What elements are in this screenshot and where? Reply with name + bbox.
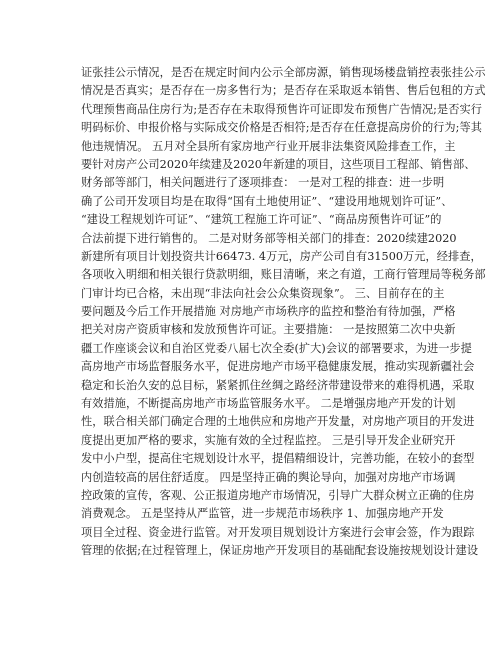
text-line: 代理预售商品住房行为;是否存在未取得预售许可证即发布预售广告情况;是否实行: [81, 102, 482, 116]
text-line: 高房地产市场监督服务水平，促进房地产市场平稳健康发展，推动实现新疆社会: [81, 360, 475, 374]
text-line: 管理的依据;在过程管理上，保证房地产开发项目的基础配套设施按规划设计建设: [81, 544, 479, 558]
text-line: 门审计均已合格，未出现“非法向社会公众集资现象”。 三、目前存在的主: [81, 286, 445, 300]
text-line: 明码标价、申报价格与实际成交价格是否相符;是否存在任意提高房价的行为;等其: [81, 121, 482, 135]
text-line: 消费观念。 五是坚持从严监管，进一步规范市场秩序 1、加强房地产开发: [81, 507, 444, 521]
text-line: 他违规情况。 五月对全县所有家房地产行业开展非法集资风险排查工作，主: [81, 139, 456, 153]
text-line: 度提出更加严格的要求，实施有效的全过程监控。 三是引导开发企业研究开: [81, 433, 456, 447]
text-line: 稳定和长治久安的总目标，紧紧抓住丝绸之路经济带建设带来的难得机遇，采取: [81, 378, 475, 392]
body-text: [81, 64, 486, 561]
text-line: 财务部等部门，相关问题进行了逐项排查： 一是对工程的排查：进一步明: [81, 176, 445, 190]
text-line: 性，联合相关部门确定合理的土地供应和房地产开发量，对房地产项目的开发进: [81, 415, 475, 429]
text-line: 合法前提下进行销售的。 二是对财务部等相关部门的排查：2020续建2020: [81, 231, 457, 245]
text-line: “建设工程规划许可证”、“建筑工程施工许可证”、“商品房预售许可证”的: [81, 213, 442, 227]
text-line: 发中小户型，提高住宅规划设计水平，提倡精细设计，完善功能，在较小的套型: [81, 452, 475, 466]
text-line: 要问题及今后工作开展措施 对房地产市场秩序的监控和整治有待加强，严格: [81, 305, 456, 319]
text-line: 情况是否真实；是否存在一房多售行为；是否存在采取返本销售、售后包租的方式: [81, 84, 486, 98]
text-line: 新建所有项目计划投资共计66473. 4万元，房产公司自有31500万元，经排查，: [81, 249, 482, 263]
text-line: 证张挂公示情况，是否在规定时间内公示全部房源，销售现场楼盘销控表张挂公示: [81, 66, 486, 79]
text-line: 要针对房产公司2020年续建及2020年新建的项目，这些项目工程部、销售部、: [81, 157, 476, 171]
text-line: 把关对房产资质审核和发放预售许可证。主要措施： 一是按照第二次中央新: [81, 323, 456, 337]
text-line: 有效措施，不断提高房地产市场监管服务水平。 二是增强房地产开发的计划: [81, 397, 456, 411]
text-line: 内创造较高的居住舒适度。 四是坚持正确的舆论导向，加强对房地产市场调: [81, 470, 456, 484]
text-line: 确了公司开发项目均是在取得“国有土地使用证”、“建设用地规划许可证”、: [81, 194, 453, 208]
text-line: 项目全过程、资金进行监管。对开发项目规划设计方案进行会审会签，作为跟踪: [81, 525, 475, 539]
text-line: 各项收入明细和相关银行贷款明细，账目清晰，来之有道，工商行管理局等税务部: [81, 268, 486, 282]
text-line: 控政策的宣传，客观、公正报道房地产市场情况，引导广大群众树立正确的住房: [81, 488, 475, 502]
text-line: 疆工作座谈会议和自治区党委八届七次全委(扩大)会议的部署要求，为进一步提: [81, 341, 472, 355]
